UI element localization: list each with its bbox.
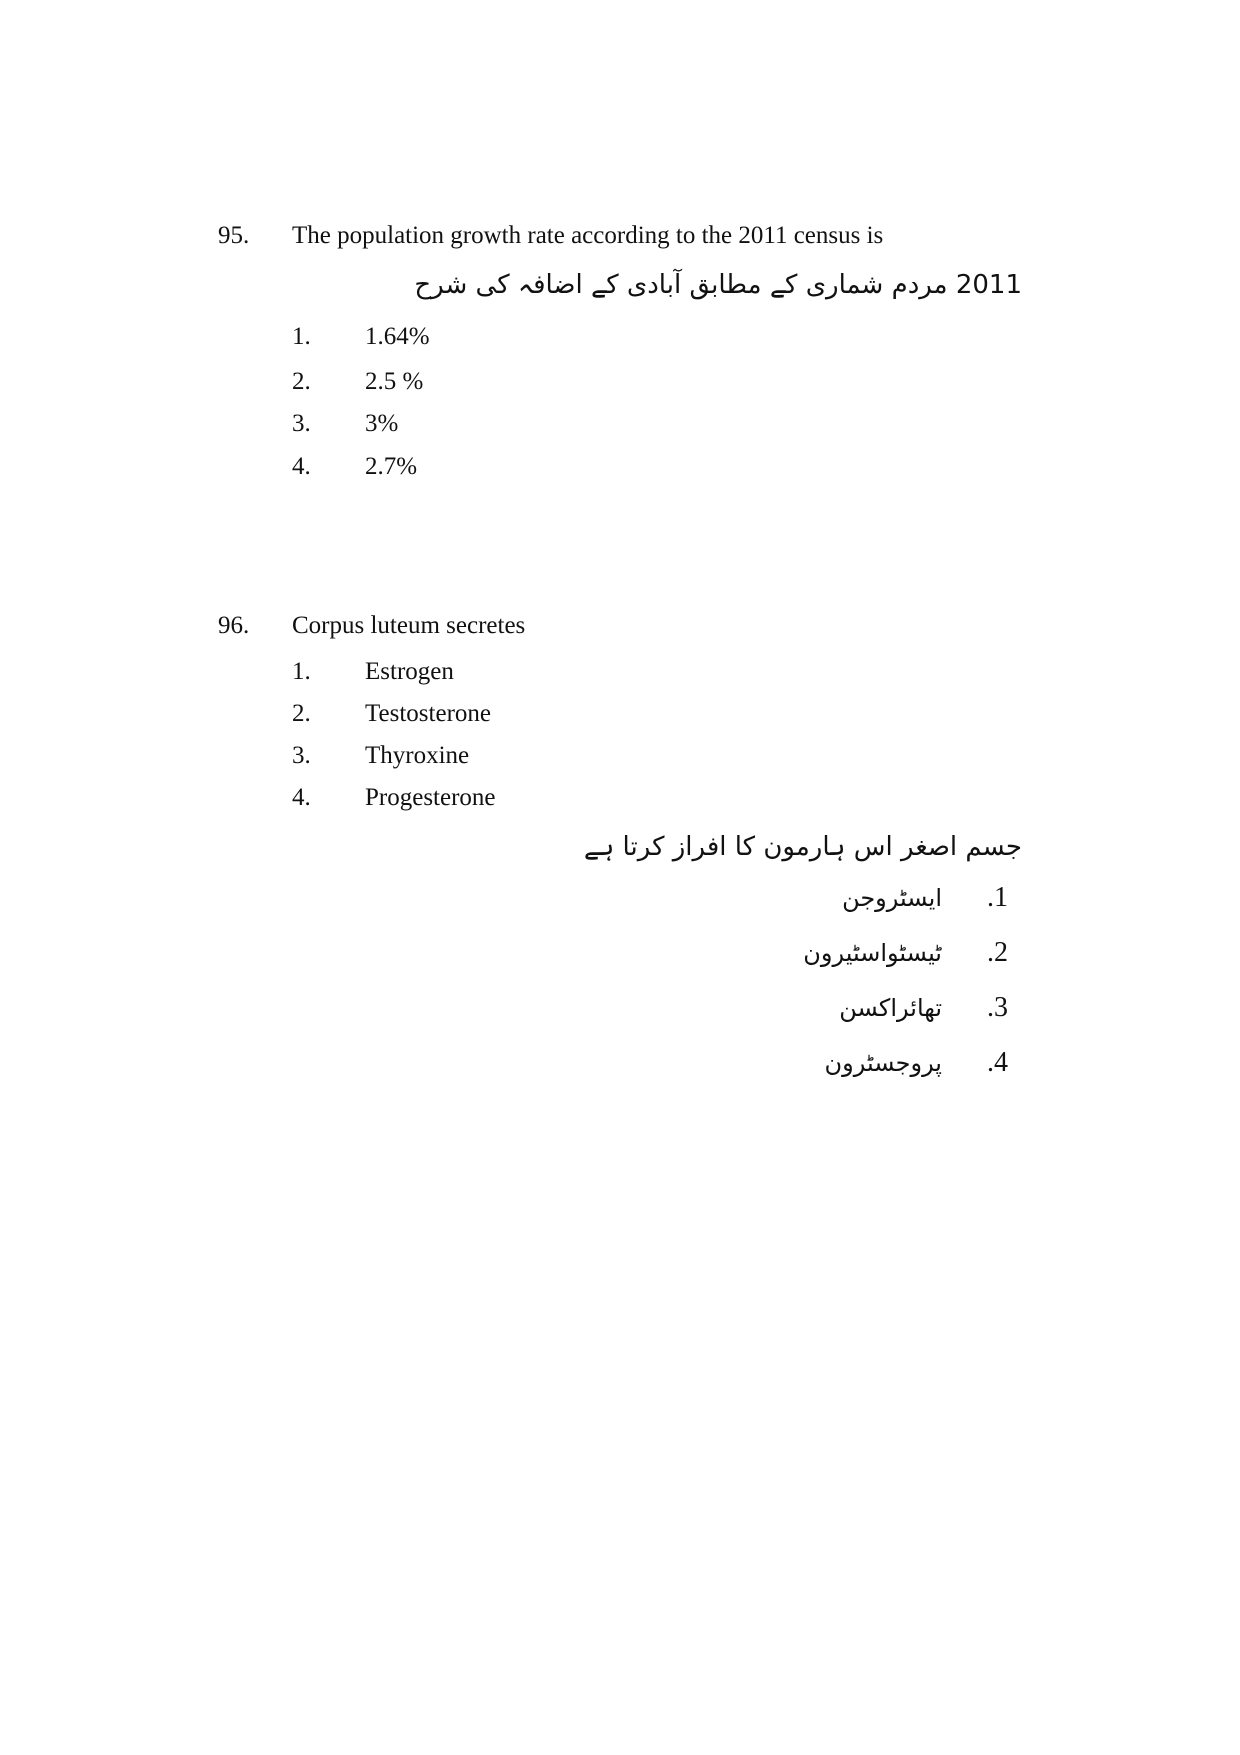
question-text-urdu: 2011 مردم شماری کے مطابق آبادی کے اضافہ کی شرح: [414, 270, 1022, 300]
urdu-option-text: تھائراکسن: [839, 994, 942, 1022]
option-text: 3%: [365, 410, 399, 437]
urdu-option-number: .3: [987, 992, 1008, 1023]
option-text: 2.5 %: [365, 368, 424, 395]
urdu-option-number: .4: [987, 1047, 1008, 1078]
option-number: 1.: [292, 658, 311, 685]
urdu-option-text: پروجسٹرون: [824, 1049, 942, 1077]
question-text-urdu: جسم اصغر اس ہارمون کا افراز کرتا ہے: [583, 832, 1022, 862]
option-number: 4.: [292, 784, 311, 811]
question-text: The population growth rate according to the 2011 census is: [292, 222, 884, 249]
option-text: Thyroxine: [365, 742, 470, 769]
urdu-option-number: .2: [987, 937, 1008, 968]
option-text: Progesterone: [365, 784, 496, 811]
question-number: 95.: [218, 222, 250, 249]
option-number: 3.: [292, 742, 311, 769]
question-text: Corpus luteum secretes: [292, 612, 526, 639]
option-number: 2.: [292, 700, 311, 727]
option-number: 1.: [292, 323, 311, 350]
option-text: 2.7%: [365, 453, 418, 480]
urdu-option-text: ایسٹروجن: [842, 884, 942, 912]
option-text: Estrogen: [365, 658, 454, 685]
question-number: 96.: [218, 612, 250, 639]
option-text: Testosterone: [365, 700, 491, 727]
option-number: 4.: [292, 453, 311, 480]
option-number: 2.: [292, 368, 311, 395]
urdu-option-number: .1: [987, 882, 1008, 913]
option-text: 1.64%: [365, 323, 430, 350]
urdu-option-text: ٹیسٹواسٹیرون: [803, 939, 942, 967]
option-number: 3.: [292, 410, 311, 437]
